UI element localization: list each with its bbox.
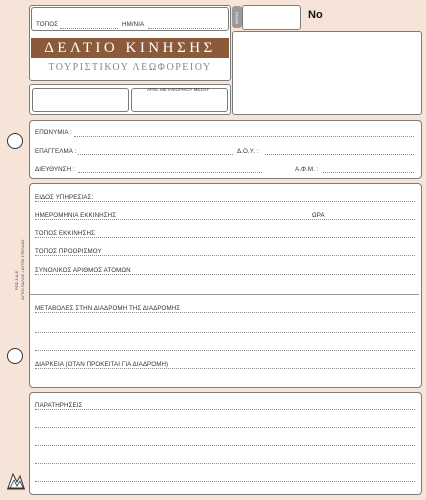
company-info-box <box>29 120 422 179</box>
side-text-1: ΡΟΣ.4.Α.Ε. <box>14 269 19 290</box>
vehicle-small-box[interactable] <box>32 88 129 112</box>
time-label: ΩΡΑ <box>312 212 325 219</box>
address-dots <box>78 172 262 173</box>
persons-dots <box>35 274 415 275</box>
start-date-label: ΗΜΕΡΟΜΗΝΙΑ ΕΚΚΙΝΗΣΗΣ <box>35 212 117 219</box>
place-dots <box>60 28 118 29</box>
vehicle-reg-label: ΑΡΙΘ. ΜΕΤΑΦΟΡΙΚΟΥ ΜΕΣΟΥ <box>147 87 210 92</box>
destination-dots <box>35 255 415 256</box>
route-changes-dots-2 <box>35 332 415 333</box>
remarks-label: ΠΑΡΑΤΗΡΗΣΕΙΣ <box>35 402 83 409</box>
tax-office-label: Δ.Ο.Υ. : <box>237 148 259 155</box>
publisher-logo-icon <box>5 468 27 492</box>
duration-label: ΔΙΑΡΚΕΙΑ (ΟΤΑΝ ΠΡΟΚΕΙΤΑΙ ΓΙΑ ΔΙΑΔΡΟΜΗ) <box>35 361 169 368</box>
route-changes-dots-1 <box>35 312 415 313</box>
route-changes-label: ΜΕΤΑΒΟΛΕΣ ΣΤΗΝ ΔΙΑΔΡΟΜΗ ΤΗΣ ΔΙΑΔΡΟΜΗΣ <box>35 305 181 312</box>
vehicle-reg-block <box>29 84 231 115</box>
vat-dots <box>323 172 414 173</box>
place-label: ΤΟΠΟΣ <box>36 21 59 28</box>
destination-label: ΤΟΠΟΣ ΠΡΟΟΡΙΣΜΟΥ <box>35 248 102 255</box>
duration-dots <box>35 368 415 369</box>
start-place-label: ΤΟΠΟΣ ΕΚΚΙΝΗΣΗΣ <box>35 230 95 237</box>
tax-office-dots <box>265 154 414 155</box>
start-place-dots <box>35 237 415 238</box>
binder-hole-bottom <box>7 348 23 364</box>
remarks-dots-2 <box>35 427 415 428</box>
number-label: Νο <box>308 9 323 21</box>
profession-label: ΕΠΑΓΓΕΛΜΑ : <box>35 148 77 155</box>
series-tab-text: ΜΟΝΟ <box>234 11 239 24</box>
form-title: ΔΕΛΤΙΟ ΚΙΝΗΣΗΣ <box>31 38 229 58</box>
form-subtitle: ΤΟΥΡΙΣΤΙΚΟΥ ΛΕΩΦΟΡΕΙΟΥ <box>48 62 212 73</box>
company-name-label: ΕΠΩΝΥΜΙΑ : <box>35 129 72 136</box>
persons-label: ΣΥΝΟΛΙΚΟΣ ΑΡΙΘΜΟΣ ΑΤΟΜΩΝ <box>35 267 131 274</box>
binder-hole-top <box>7 133 23 149</box>
remarks-dots-5 <box>35 481 415 482</box>
service-type-label: ΕΙΔΟΣ ΥΠΗΡΕΣΙΑΣ: <box>35 194 94 201</box>
remarks-box <box>29 392 422 495</box>
service-info-box <box>29 183 422 388</box>
vat-label: Α.Φ.Μ. : <box>295 166 319 173</box>
section-divider <box>30 294 419 295</box>
header-left-block <box>29 5 231 81</box>
date-dots <box>148 28 222 29</box>
right-header-box[interactable] <box>232 31 422 115</box>
address-label: ΔΙΕΥΘΥΝΣΗ : <box>35 166 75 173</box>
date-label: ΗΜ/ΝΙΑ <box>122 21 145 28</box>
start-date-dots <box>35 219 415 220</box>
remarks-dots-1 <box>35 409 415 410</box>
service-type-dots <box>35 201 415 202</box>
company-name-dots <box>74 136 414 137</box>
side-text-2: ΑΥΤΟΙ ΠΑΛΗΣ • ΑΥΤΟΙ ΣΤΕΛΛΑΣ <box>20 239 25 300</box>
remarks-dots-3 <box>35 445 415 446</box>
number-field[interactable] <box>242 5 301 30</box>
profession-dots <box>78 154 233 155</box>
route-changes-dots-3 <box>35 350 415 351</box>
remarks-dots-4 <box>35 463 415 464</box>
